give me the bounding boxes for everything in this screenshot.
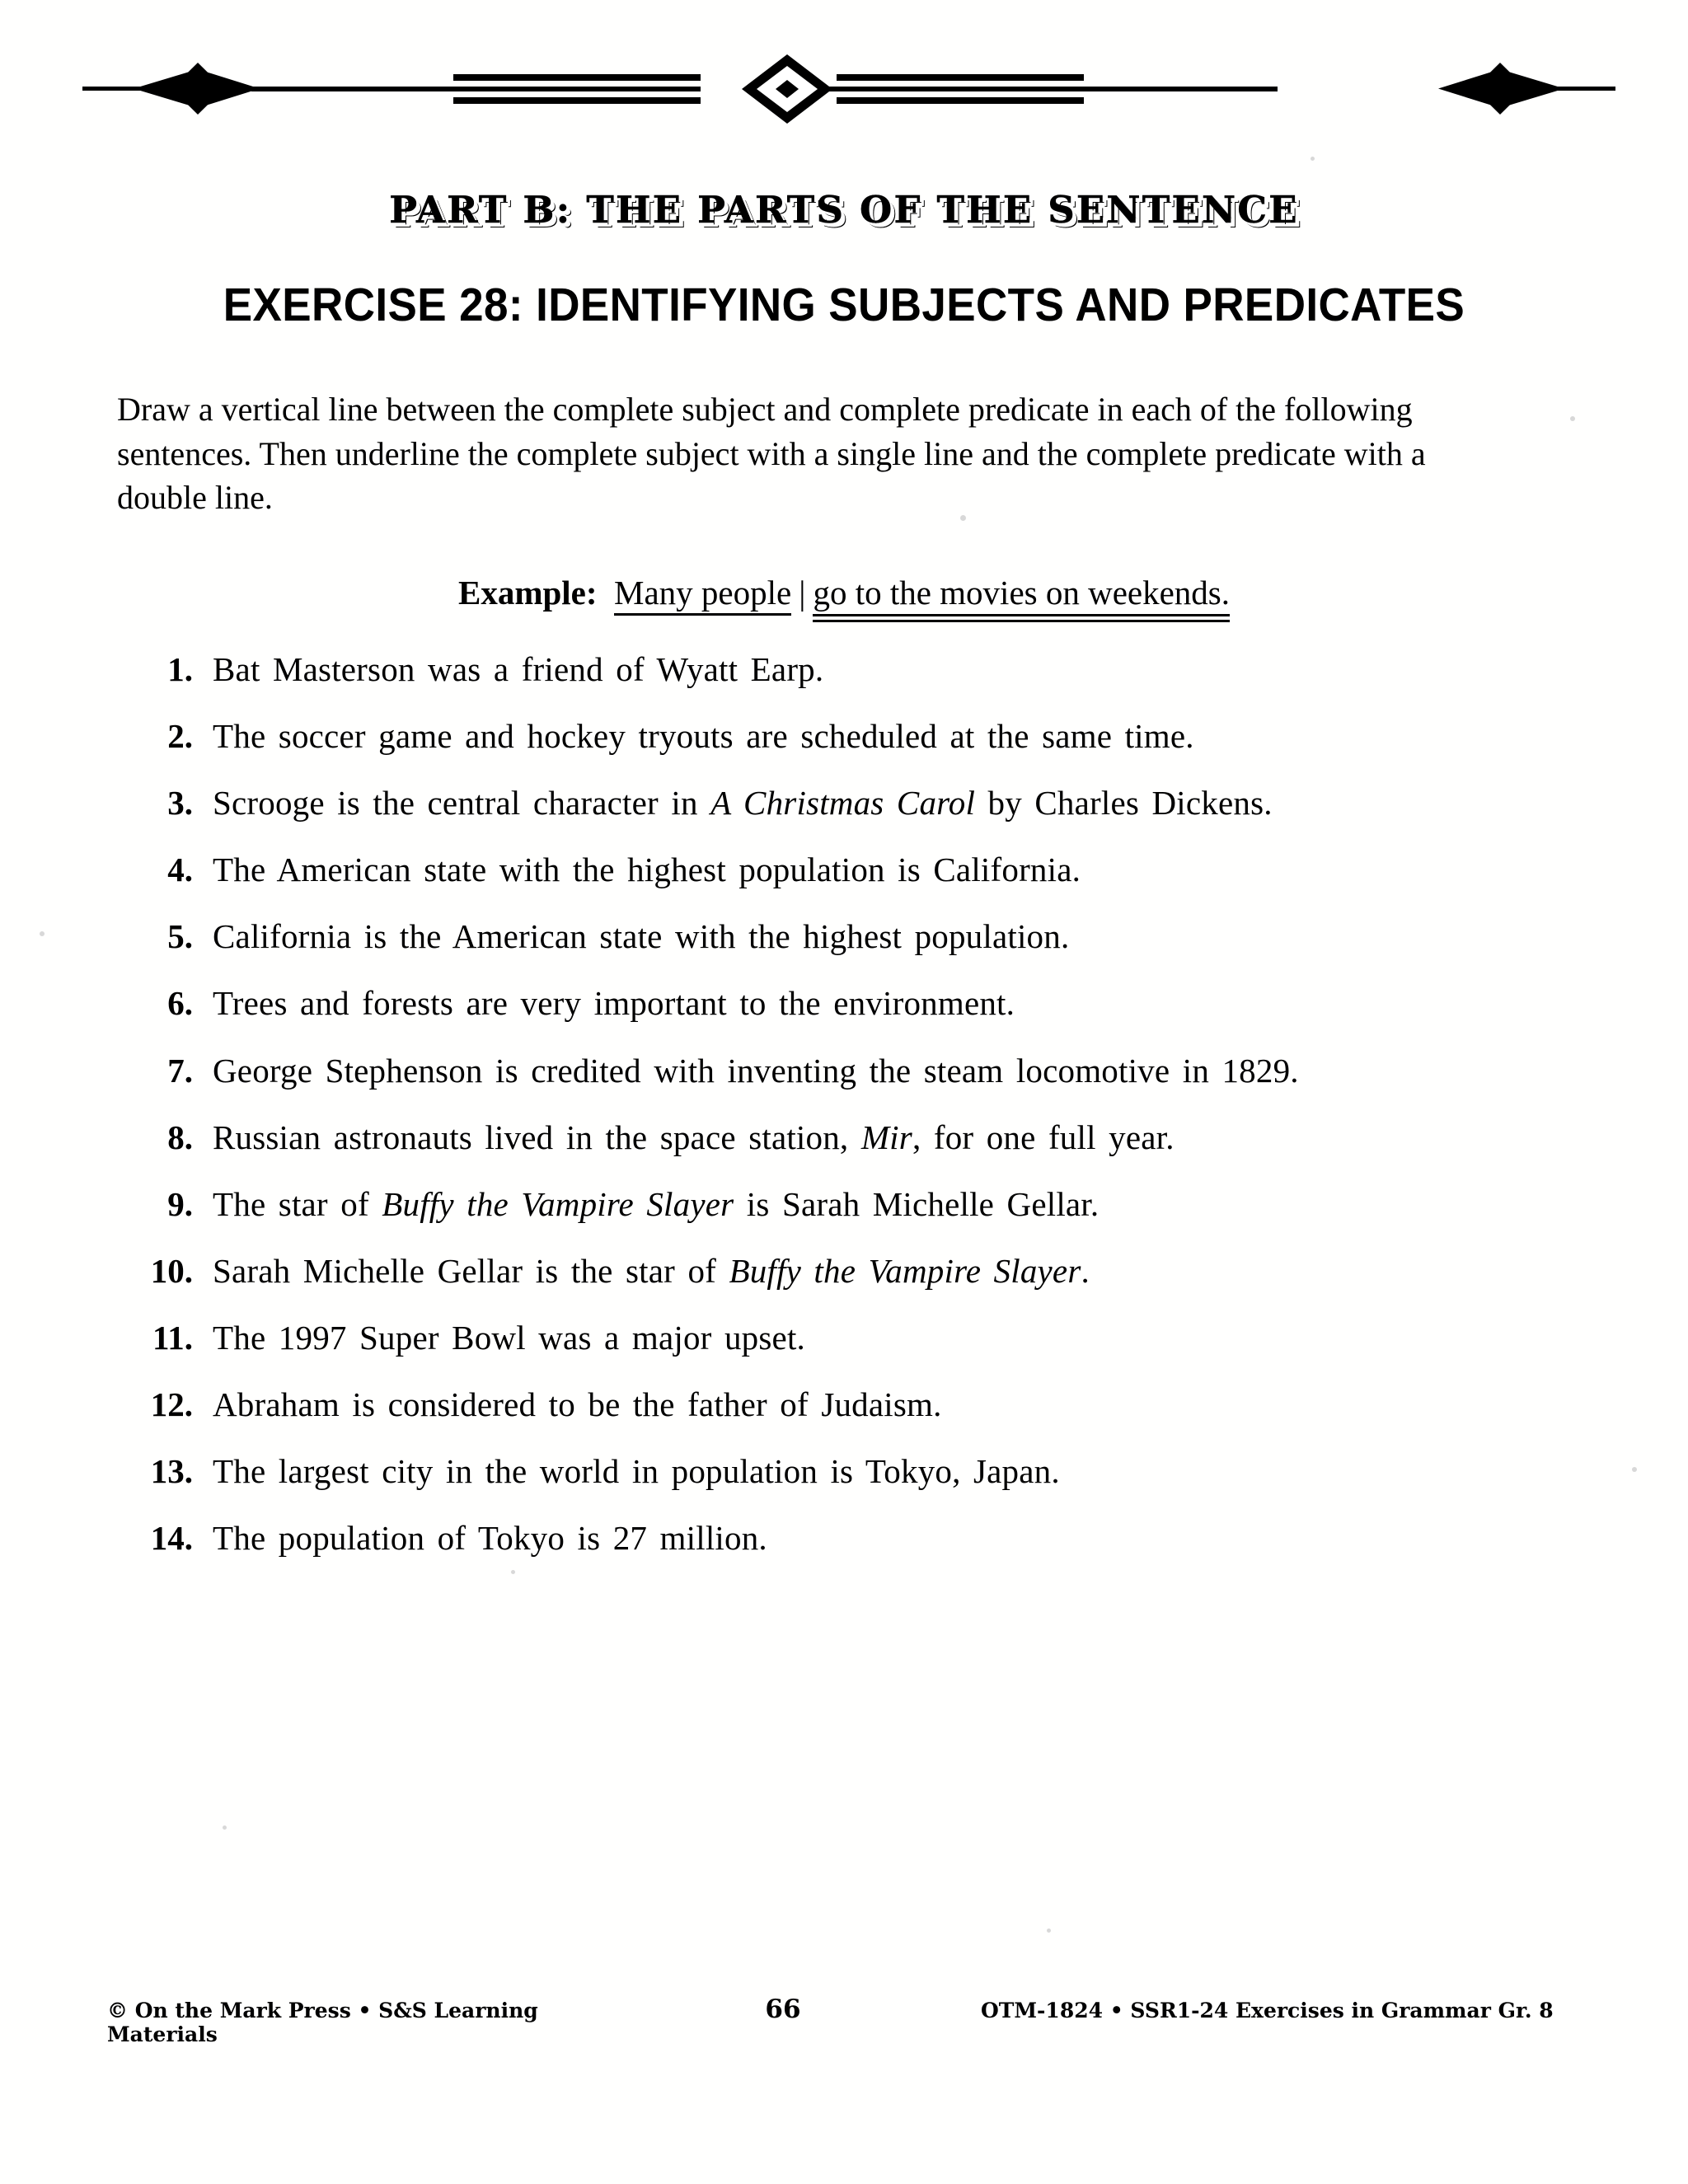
sentence-text-plain: California is the American state with the highest population. [213, 917, 1070, 956]
sentence-text [213, 718, 1535, 755]
sentence-list [117, 651, 1535, 1586]
sentence-row [117, 1520, 1535, 1557]
sentence-text-italic-title: Mir [860, 1118, 912, 1156]
sentence-row [117, 1386, 1535, 1423]
sentence-text-plain: Bat Masterson was a friend of Wyatt Earp. [213, 650, 824, 688]
footer-page-number: 66 [765, 1994, 801, 2024]
sentence-row [117, 1186, 1535, 1223]
sentence-text [213, 1186, 1535, 1223]
sentence-number: 9. [167, 1184, 193, 1223]
sentence-text [213, 1119, 1535, 1156]
sentence-number: 11. [152, 1318, 193, 1357]
sentence-row [117, 718, 1535, 755]
sentence-row [117, 985, 1535, 1022]
sentence-text-plain-tail: by Charles Dickens. [975, 784, 1273, 823]
part-banner-title: PART B: THE PARTS OF THE SENTENCE [389, 188, 1299, 232]
sentence-text-italic-title: Buffy the Vampire Slayer [382, 1184, 734, 1223]
sentence-text-plain: The population of Tokyo is 27 million. [213, 1519, 767, 1558]
sentence-number: 5. [167, 917, 193, 956]
example-line [0, 573, 1688, 616]
sentence-text-plain-tail: . [1081, 1251, 1090, 1290]
sentence-text [213, 985, 1535, 1022]
sentence-text-plain: Scrooge is the central character in [213, 784, 711, 823]
sentence-row [117, 918, 1535, 955]
sentence-number: 12. [150, 1385, 193, 1424]
sentence-text-plain: Sarah Michelle Gellar is the star of [213, 1251, 729, 1290]
sentence-row [117, 1319, 1535, 1357]
scan-speck [511, 1570, 515, 1574]
sentence-text [213, 1319, 1535, 1357]
sentence-row [117, 1052, 1535, 1090]
instructions-paragraph: Draw a vertical line between the complete subject and complete predicate in each of the following sentences. Then underline the complete subject with a single line and the complete predicate with a double line. [117, 391, 1426, 517]
sentence-text-plain: The 1997 Super Bowl was a major upset. [213, 1318, 805, 1357]
sentence-text-plain-tail: , for one full year. [912, 1118, 1175, 1156]
sentence-row [117, 785, 1535, 822]
sentence-number: 10. [150, 1251, 193, 1290]
sentence-number: 2. [167, 717, 193, 756]
sentence-text-plain-tail: is Sarah Michelle Gellar. [734, 1184, 1100, 1223]
sentence-text-plain: Russian astronauts lived in the space station, [213, 1118, 861, 1156]
sentence-text [213, 1386, 1535, 1423]
scan-speck [223, 1825, 227, 1830]
sentence-text [213, 1052, 1535, 1090]
sentence-row [117, 651, 1535, 688]
sentence-row [117, 1119, 1535, 1156]
footer-copyright: © On the Mark Press • S&S Learning Materials [107, 1999, 538, 2046]
sentence-number: 14. [150, 1519, 193, 1558]
sentence-text-plain: Abraham is considered to be the father of Judaism. [213, 1385, 942, 1424]
sentence-text [213, 851, 1535, 888]
example-predicate-double-underlined: go to the movies on weekends. [813, 573, 1230, 616]
scan-speck [1311, 157, 1315, 161]
sentence-text-plain: George Stephenson is credited with inventing the steam locomotive in 1829. [213, 1051, 1299, 1090]
sentence-row [117, 1453, 1535, 1490]
sentence-text-plain: The soccer game and hockey tryouts are scheduled at the same time. [213, 717, 1194, 756]
scan-speck [960, 515, 966, 521]
sentence-text-italic-title: Buffy the Vampire Slayer [729, 1251, 1081, 1290]
sentence-number: 1. [167, 650, 193, 688]
exercise-heading: EXERCISE 28: IDENTIFYING SUBJECTS AND PREDICATES [223, 279, 1465, 331]
sentence-text-plain: Trees and forests are very important to the environment. [213, 984, 1015, 1023]
sentence-row [117, 851, 1535, 888]
page-footer [107, 1994, 1582, 2046]
sentence-text [213, 1520, 1535, 1557]
sentence-text [213, 651, 1535, 688]
footer-product-code: OTM-1824 • SSR1-24 Exercises in Grammar Gr. 8 [981, 1999, 1554, 2022]
sentence-text [213, 1253, 1535, 1290]
scan-speck [40, 931, 45, 936]
diamond-rule-ornament [82, 51, 1615, 125]
scan-speck [1047, 1929, 1051, 1933]
example-subject-underlined: Many people [614, 574, 791, 616]
sentence-text [213, 785, 1535, 822]
sentence-number: 4. [167, 851, 193, 889]
sentence-number: 3. [167, 784, 193, 823]
sentence-text-italic-title: A Christmas Carol [710, 784, 976, 823]
sentence-number: 6. [167, 984, 193, 1023]
sentence-number: 13. [150, 1452, 193, 1491]
scan-speck [1632, 1467, 1637, 1472]
sentence-text-plain: The star of [213, 1184, 382, 1223]
sentence-row [117, 1253, 1535, 1290]
sentence-number: 7. [167, 1051, 193, 1090]
example-divider-bar: | [799, 574, 806, 612]
sentence-text-plain: The American state with the highest population is California. [213, 851, 1081, 889]
sentence-text-plain: The largest city in the world in population is Tokyo, Japan. [213, 1452, 1060, 1491]
sentence-number: 8. [167, 1118, 193, 1156]
sentence-text [213, 1453, 1535, 1490]
sentence-text [213, 918, 1535, 955]
example-label: Example: [457, 574, 598, 612]
scan-speck [1570, 416, 1575, 421]
